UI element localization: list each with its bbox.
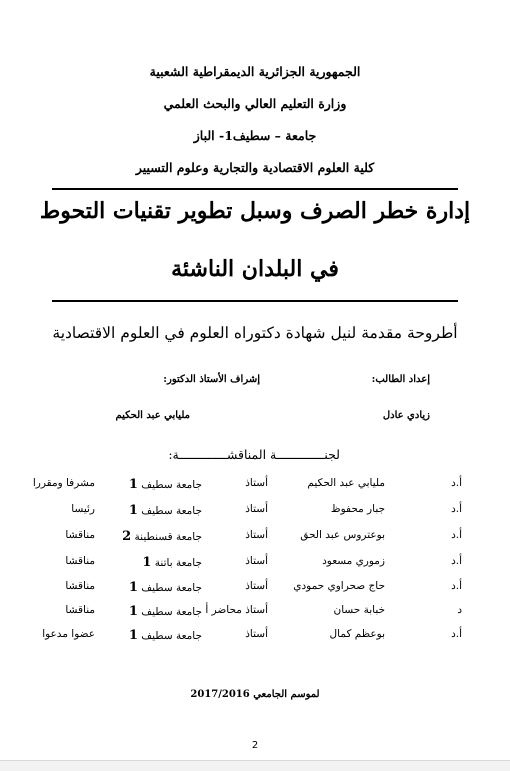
jury-degree: د (457, 604, 462, 616)
jury-degree: أ.د (451, 503, 462, 515)
jury-university-number: 1 (128, 580, 138, 595)
page-bottom-edge (0, 760, 510, 771)
jury-university-number: 1 (128, 604, 138, 619)
supervisor-name: مليابي عبد الحكيم (115, 410, 190, 421)
jury-row (0, 628, 510, 648)
jury-role: مناقشا (65, 555, 95, 567)
academic-year: لموسم الجامعي 2017/2016 (190, 689, 320, 700)
jury-university-name: جامعة سطيف (141, 630, 202, 642)
faculty-heading: كلية العلوم الاقتصادية والتجارية وعلوم التسيير (135, 160, 375, 175)
jury-row (0, 477, 510, 497)
jury-row (0, 604, 510, 624)
republic-heading: الجمهورية الجزائرية الديمقراطية الشعبية (149, 64, 361, 79)
supervisor-label: إشراف الأستاذ الدكتور: (163, 374, 260, 385)
jury-degree: أ.د (451, 555, 462, 567)
jury-rank: أستاذ (245, 580, 268, 592)
jury-university-number: 1 (128, 503, 138, 518)
jury-rank: أستاذ (245, 555, 268, 567)
jury-title: لجنـــــــــــــة المناقشـــــــــــــة: (168, 447, 340, 462)
jury-role: مناقشا (65, 604, 95, 616)
jury-university (129, 503, 202, 518)
ministry-heading: وزارة التعليم العالي والبحث العلمي (163, 96, 347, 111)
university-heading: جامعة – سطيف1- الباز (193, 128, 317, 143)
jury-row (0, 529, 510, 549)
thesis-title-line1: إدارة خطر الصرف وسبل تطوير تقنيات التحوط (39, 198, 471, 224)
jury-university (129, 580, 202, 595)
jury-name: حاج صحراوي حمودي (293, 580, 385, 592)
jury-rank: أستاذ (245, 477, 268, 489)
student-name: زيادي عادل (382, 410, 430, 421)
jury-row (0, 503, 510, 523)
jury-role: عضوا مدعوا (42, 628, 95, 640)
top-divider (52, 188, 458, 190)
jury-university-number: 1 (142, 555, 152, 570)
jury-university-name: جامعة باتنة (154, 557, 202, 569)
jury-name: مليابي عبد الحكيم (307, 477, 385, 489)
jury-role: مشرفا ومقررا (32, 477, 95, 489)
jury-degree: أ.د (451, 477, 462, 489)
jury-rank: أستاذ (245, 503, 268, 515)
prepared-by-label: إعداد الطالب: (371, 374, 430, 385)
jury-university (129, 628, 202, 643)
jury-role: رئيسا (71, 503, 95, 515)
jury-rank: أستاذ (245, 529, 268, 541)
jury-role: مناقشا (65, 529, 95, 541)
jury-university (142, 555, 202, 570)
jury-university (129, 604, 202, 619)
jury-name: جبار محفوظ (330, 503, 385, 515)
jury-role: مناقشا (65, 580, 95, 592)
jury-name: زموري مسعود (322, 555, 385, 567)
jury-name: بوعتروس عبد الحق (300, 529, 385, 541)
jury-degree: أ.د (451, 529, 462, 541)
jury-degree: أ.د (451, 628, 462, 640)
jury-university (129, 477, 202, 492)
jury-university-name: جامعة قسنطينة (134, 531, 202, 543)
jury-university-name: جامعة سطيف (141, 479, 202, 491)
jury-degree: أ.د (451, 580, 462, 592)
jury-university-number: 1 (128, 477, 138, 492)
bottom-divider (52, 300, 458, 302)
jury-name: خبابة حسان (333, 604, 385, 616)
jury-row (0, 555, 510, 575)
thesis-subtitle: أطروحة مقدمة لنيل شهادة دكتوراه العلوم في العلوم الاقتصادية (52, 324, 458, 342)
jury-row (0, 580, 510, 600)
jury-university-name: جامعة سطيف (141, 606, 202, 618)
jury-university-number: 1 (128, 628, 138, 643)
jury-university-name: جامعة سطيف (141, 582, 202, 594)
jury-rank: أستاذ محاضر أ (205, 604, 268, 616)
jury-name: بوعظم كمال (329, 628, 385, 640)
page-number: 2 (251, 740, 259, 751)
thesis-title-line2: في البلدان الناشئة (171, 256, 339, 282)
jury-university (122, 529, 202, 544)
jury-university-name: جامعة سطيف (141, 505, 202, 517)
jury-university-number: 2 (122, 529, 132, 544)
jury-rank: أستاذ (245, 628, 268, 640)
